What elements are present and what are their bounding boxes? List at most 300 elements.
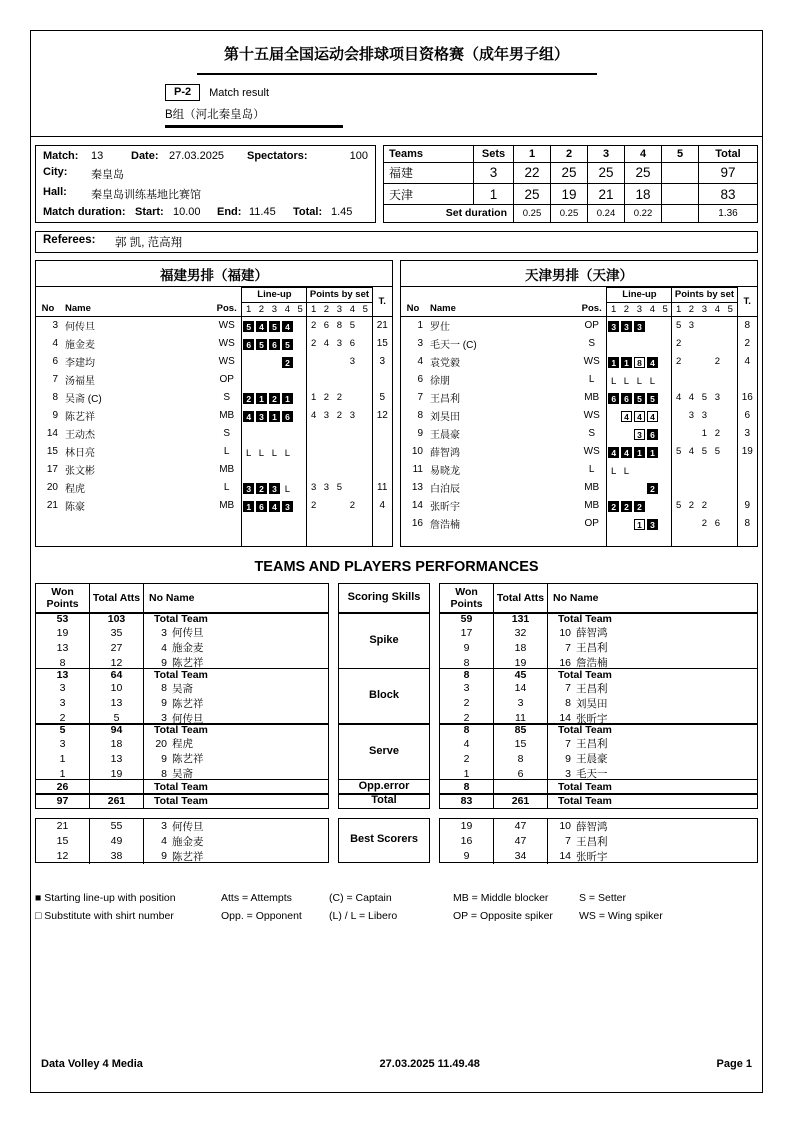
perf-row [440,640,757,655]
points-cell: 3 [688,410,695,421]
lineup-cell: 3 [647,519,658,530]
hall-value: 秦皇岛训练基地比赛馆 [91,188,201,201]
won-value: 19 [440,819,494,834]
total-atts-header: Total Atts [90,584,144,613]
player-no: 10 [559,820,571,832]
perf-row [36,736,328,751]
won-value: 2 [440,696,494,711]
won-value: 1 [440,766,494,781]
name-header: Name [60,302,212,316]
lineup-cell: 4 [621,447,632,458]
lineup-cell: 3 [256,411,267,422]
player-name: 吴斋 (C) [65,394,102,405]
won-value: 3 [36,696,90,711]
no-header: No [36,302,60,316]
points-cell [711,479,724,497]
points-cell [685,479,698,497]
points-cell [346,371,359,389]
player-name: 陈艺祥 [172,657,204,669]
lineup-cell: 1 [608,357,619,368]
atts-value: 5 [90,711,144,726]
total-label: Total: [293,205,323,218]
roster-table [401,287,757,547]
lineup-cell: 3 [621,321,632,332]
points-cell [724,461,737,479]
roster-header-1 [401,287,757,302]
player-name: 林日亮 [65,448,95,459]
player-no: 4 [161,641,167,654]
won-value: 1 [36,766,90,781]
lineup-cell [660,427,671,438]
points-cell [359,371,372,389]
won-value: 1 [36,751,90,766]
lineup-cell: L [271,447,278,459]
set2-score: 19 [551,183,588,204]
legend-row [35,907,758,925]
points-cell [359,479,372,497]
points-cell [672,479,685,497]
points-cell: 2 [701,500,708,511]
player-no: 3 [161,626,167,639]
lineup-cell [295,355,306,366]
report-name: Match result [209,86,270,99]
player-row [401,443,757,461]
lineup-cell [660,445,671,456]
hall-label: Hall: [43,185,67,198]
player-name: 施金麦 [172,642,204,654]
player-no: 4 [161,835,167,847]
player-name: 刘昊田 [430,412,460,423]
legend-substitute: □ Substitute with shirt number [35,909,174,922]
lineup-cell [660,391,671,402]
set3-duration: 0.24 [588,205,625,222]
start-label: Start: [135,205,164,218]
points-cell: 2 [323,392,330,403]
points-cell: 3 [323,482,330,493]
player-position: OP [219,374,234,385]
lineup-cell [660,319,671,330]
points-cell: 5 [714,446,721,457]
points-cell [307,443,320,461]
player-row [36,335,392,353]
player-row [401,407,757,425]
legend-row [35,889,758,907]
player-row [401,353,757,371]
match-info-box [35,145,376,223]
city-value: 秦皇岛 [91,168,124,181]
won-points-header: Won Points [440,584,494,613]
perf-row [440,625,757,640]
player-name: 王昌利 [576,642,608,654]
player-row [401,389,757,407]
points-cell [711,461,724,479]
set5-score [662,183,699,204]
legend-op: OP = Opposite spiker [453,909,553,922]
player-no: 16 [559,656,571,669]
atts-value: 14 [494,681,548,696]
player-number: 13 [411,482,423,493]
lineup-cell [634,337,645,348]
points-cell [698,371,711,389]
won-value: 13 [36,669,90,681]
points-cell [333,497,346,515]
player-number: 4 [417,356,423,367]
player-name: Total Team [558,795,612,807]
player-no: 7 [565,641,571,654]
perf-row [36,834,328,849]
lineup-cell: L [623,465,630,477]
lineup-cell: 1 [256,393,267,404]
player-name: 毛天一 [576,768,608,780]
lineup-cell [256,355,267,366]
player-number: 14 [46,428,58,439]
col-sets: Sets [474,145,514,162]
lineup-cell [295,481,306,492]
lineup-cell: 8 [634,357,645,368]
points-cell [320,371,333,389]
lineup-cell: 1 [282,393,293,404]
points-cell: 2 [336,410,343,421]
match-number: 13 [91,149,104,162]
opp-error-right [439,779,758,795]
atts-value: 49 [90,834,144,849]
points-cell [685,515,698,533]
pos-header: Pos. [212,302,242,316]
lineup-cell [660,355,671,366]
player-no: 8 [161,682,167,694]
points-cell [320,353,333,371]
player-no: 9 [161,697,167,709]
player-name: Total Team [558,780,612,793]
player-position: WS [218,356,235,367]
perf-row [440,780,757,794]
lineup-cell [295,373,306,384]
player-row [36,425,392,443]
player-no: 8 [161,767,167,780]
points-cell: 5 [701,446,708,457]
serve-left [35,723,329,780]
total-atts-header: Total Atts [494,584,548,613]
col-set2: 2 [551,145,588,162]
duration-label: Match duration: [43,205,126,218]
player-name: 张昕宇 [576,850,608,863]
col-set5: 5 [662,145,699,162]
lineup-cell [295,337,306,348]
atts-value: 13 [90,696,144,711]
points-cell [333,425,346,443]
lineup-cell [660,463,671,474]
atts-value: 45 [494,669,548,681]
player-number: 7 [52,374,58,385]
city-label: City: [43,165,68,178]
atts-value: 94 [90,724,144,736]
player-name: 薛智鸿 [430,448,460,459]
player-no: 20 [155,737,167,750]
player-name: Total Team [558,724,612,736]
player-no: 9 [161,850,167,862]
player-position: S [223,392,231,403]
score-box [383,145,758,223]
set4-score: 25 [625,162,662,183]
player-total: 4 [372,497,392,515]
player-position: S [223,428,231,439]
points-cell: 2 [672,335,685,353]
lineup-cell: 2 [608,501,619,512]
points-cell: 4 [688,446,695,457]
lineup-cell [269,463,280,474]
player-total: 5 [372,389,392,407]
total-right [439,793,758,809]
points-cell [672,371,685,389]
won-value: 3 [36,681,90,696]
lineup-cell: 4 [621,411,632,422]
lineup-cell [647,319,658,330]
report-header [31,31,762,137]
atts-value: 261 [494,794,548,808]
atts-value: 85 [494,724,548,736]
player-total: 8 [737,316,757,335]
player-name: 王昌利 [430,394,460,405]
player-position: WS [583,446,600,457]
total-points: 97 [699,162,758,183]
points-cell: 4 [323,338,330,349]
points-cell: 5 [701,392,708,403]
points-cell [698,479,711,497]
player-total [737,479,757,497]
perf-row [36,696,328,711]
lineup-cell: 4 [282,321,293,332]
points-cell: 2 [307,316,320,335]
points-cell [698,461,711,479]
lineup-cell: 5 [256,339,267,350]
roster-home [35,260,393,547]
lineup-cell [634,481,645,492]
points-cell: 2 [349,500,356,511]
points-cell: 3 [307,479,320,497]
lineup-cell [256,463,267,474]
no-header: No [401,302,425,316]
atts-value: 18 [90,736,144,751]
atts-value: 18 [494,640,548,655]
won-value: 16 [440,834,494,849]
points-cell: 3 [336,338,343,349]
player-name: 吴斋 [172,768,193,780]
lineup-cell [282,373,293,384]
player-row [401,461,757,479]
total-header: T. [737,287,757,316]
player-total: 12 [372,407,392,425]
lineup-cell [608,481,619,492]
player-number: 7 [417,392,423,403]
won-value: 3 [440,681,494,696]
points-cell [724,479,737,497]
player-number: 3 [52,320,58,331]
points-cell [359,335,372,353]
best-scorers-left [35,818,329,863]
points-cell: 3 [688,320,695,331]
points-cell [672,461,685,479]
lineup-cell: 4 [608,447,619,458]
perf-row [36,613,328,625]
player-position: OP [584,518,599,529]
points-cell: 5 [349,320,356,331]
lineup-cell: L [246,447,252,459]
player-total: 9 [737,497,757,515]
lineup-cell: L [636,375,643,387]
legend-captain: (C) = Captain [329,891,392,904]
points-cell: 2 [336,392,343,403]
player-total [737,461,757,479]
set3-score: 25 [588,162,625,183]
referees-label: Referees: [43,233,96,246]
hall-line [43,186,368,202]
player-name: Total Team [558,613,612,625]
lineup-cell: 5 [269,321,280,332]
player-position: L [223,482,230,493]
legend-opp: Opp. = Opponent [221,909,302,922]
points-cell: 3 [701,410,708,421]
perf-row [36,625,328,640]
won-value: 15 [36,834,90,849]
won-points-header: Won Points [36,584,90,613]
player-position: MB [219,500,235,511]
lineup-cell [243,373,254,384]
points-cell: 3 [349,356,356,367]
lineup-cell: 2 [243,393,254,404]
player-name: Total Team [558,668,612,681]
player-name: 陈艺祥 [172,753,204,765]
atts-value: 10 [90,681,144,696]
player-row [36,443,392,461]
perf-row [440,669,757,681]
legend-mb: MB = Middle blocker [453,891,549,904]
lineup-cell [660,409,671,420]
points-cell: 8 [336,320,343,331]
lineup-cell: 6 [608,393,619,404]
won-value: 5 [36,724,90,736]
player-name: 施金麦 [65,340,95,351]
player-row [401,497,757,515]
perf-row [440,834,757,849]
player-number: 10 [411,446,423,457]
player-name: 李建均 [65,358,95,369]
player-row [36,479,392,497]
won-value: 8 [36,655,90,670]
player-row [36,389,392,407]
player-total: 19 [737,443,757,461]
info-band [35,145,758,223]
points-cell: 2 [307,335,320,353]
player-name: 刘昊田 [576,697,608,710]
atts-value: 64 [90,669,144,681]
lineup-cell: 1 [634,447,645,458]
group-rule [165,125,343,128]
score-header-row [384,145,758,162]
perf-right-header [439,583,758,614]
lineup-cell [269,427,280,438]
player-name: 何传旦 [172,712,204,725]
perf-row [36,724,328,736]
col-set3: 3 [588,145,625,162]
legend-libero: (L) / L = Libero [329,909,398,922]
points-cell [359,497,372,515]
player-name: 王动杰 [65,430,95,441]
perf-row [440,751,757,766]
points-cell [711,497,724,515]
lineup-cell: L [284,483,291,495]
spectators-value: 100 [349,149,368,162]
points-cell [307,353,320,371]
player-total: 15 [372,335,392,353]
set-duration-row [384,205,758,222]
player-row [36,316,392,335]
perf-row [440,736,757,751]
player-no: 9 [161,656,167,669]
total-value: 1.45 [331,205,353,218]
won-value: 2 [440,711,494,726]
player-position: MB [219,464,235,475]
player-position: MB [584,482,600,493]
points-cell [359,389,372,407]
lineup-cell: 3 [282,501,293,512]
points-cell [307,425,320,443]
perf-row [440,696,757,711]
set2-score: 25 [551,162,588,183]
lineup-cell [243,427,254,438]
won-value: 21 [36,819,90,834]
duration-line [43,206,368,218]
best-scorers-label: Best Scorers [338,818,430,863]
points-cell [685,371,698,389]
lineup-header: Line-up [242,287,307,302]
lineup-cell: 4 [269,501,280,512]
legend [35,889,758,925]
player-total [372,371,392,389]
points-cell: 4 [688,392,695,403]
lineup-cell [269,355,280,366]
roster-away [400,260,758,547]
player-number: 4 [52,338,58,349]
lineup-cell: L [611,465,617,477]
match-line [43,150,368,162]
referees-names: 郭 凯, 范高翔 [115,236,183,249]
points-cell [724,515,737,533]
points-cell: 3 [323,410,330,421]
points-cell [685,461,698,479]
player-name: Total Team [154,795,208,807]
player-row [401,335,757,353]
spike-right [439,612,758,669]
sets-won: 1 [474,183,514,204]
lineup-cell [660,337,671,348]
player-number: 9 [417,428,423,439]
lineup-cell: 4 [634,411,645,422]
lineup-cell: 2 [269,393,280,404]
lineup-cell [660,499,671,510]
player-name: 张昕宇 [430,502,460,513]
team-name: 天津 [384,183,474,204]
col-teams: Teams [384,145,474,162]
lineup-cell: 6 [621,393,632,404]
atts-value: 103 [90,613,144,625]
won-value: 8 [440,655,494,670]
lineup-cell [295,463,306,474]
points-cell [672,515,685,533]
lineup-header: Line-up [607,287,672,302]
points-cell [724,371,737,389]
won-value: 26 [36,780,90,794]
set-duration-label: Set duration [384,205,514,222]
